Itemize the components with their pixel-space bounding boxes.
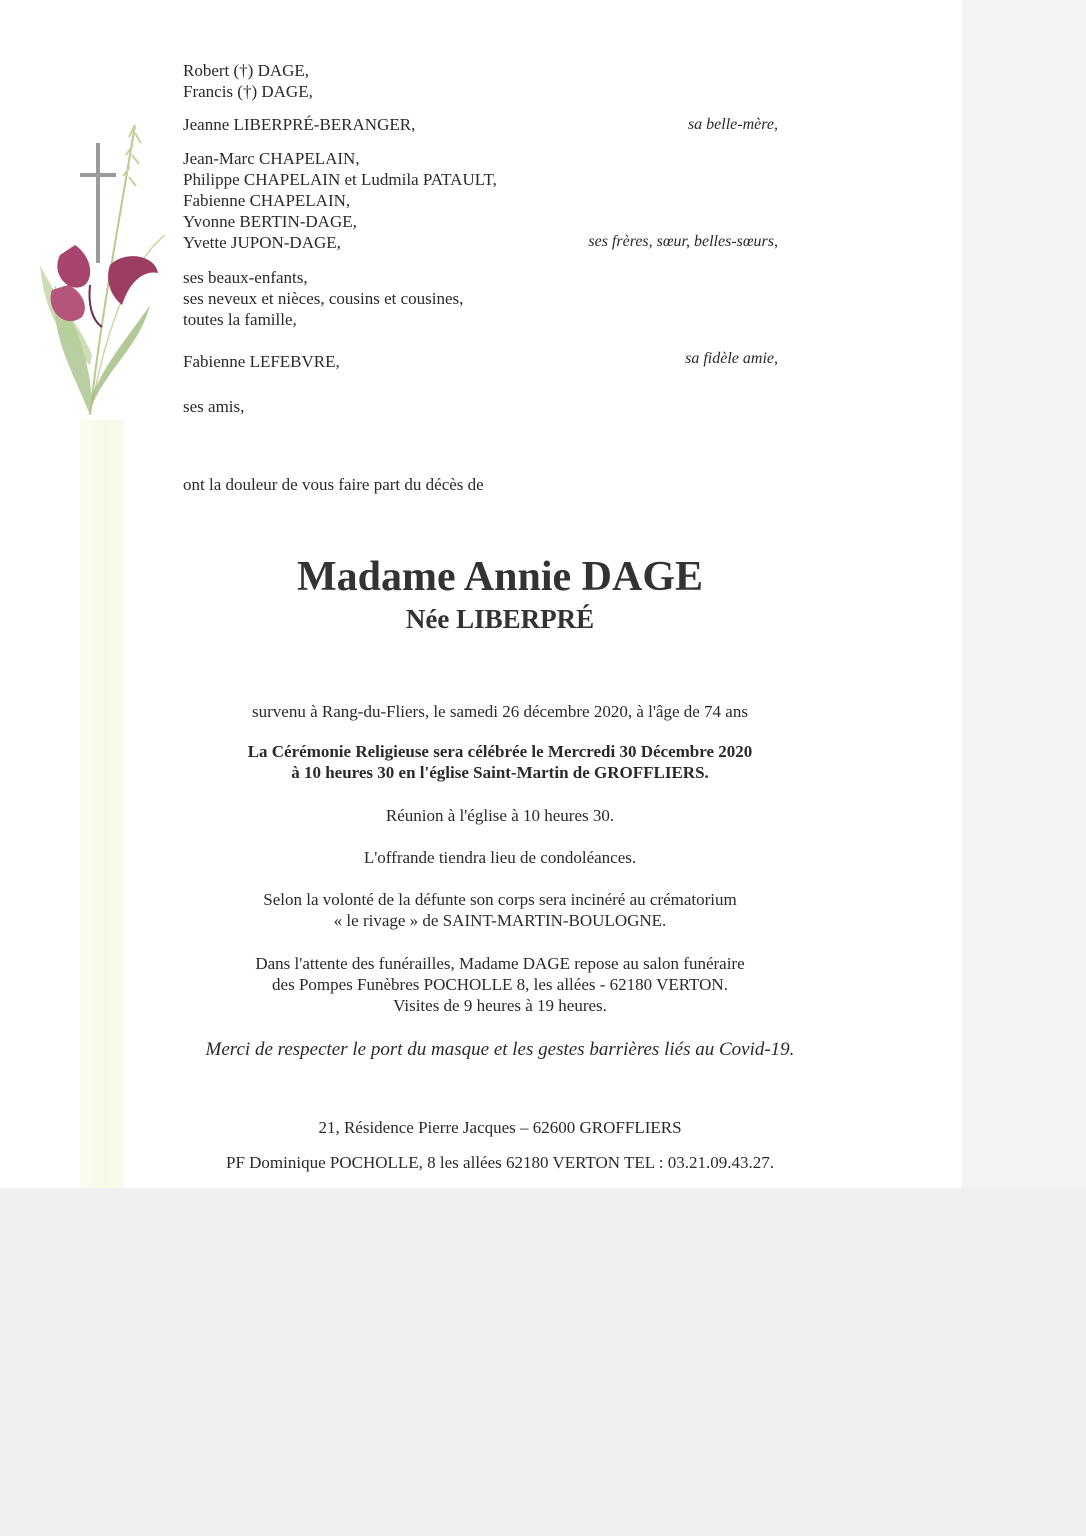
cremation-line-2: « le rivage » de SAINT-MARTIN-BOULOGNE. [333, 911, 667, 930]
sibling-line: Jean-Marc CHAPELAIN, [183, 149, 360, 168]
meeting-details: Réunion à l'église à 10 heures 30. [385, 806, 615, 825]
friend-role: sa fidèle amie, [685, 350, 778, 367]
friend-name: Fabienne LEFEBVRE, [183, 352, 340, 371]
ceremony-line-2: à 10 heures 30 en l'église Saint-Martin de GROFFLIERS. [291, 763, 709, 782]
mother-in-law-role: sa belle-mère, [687, 116, 778, 133]
family-line-robert: Robert (†) DAGE, [183, 61, 310, 80]
mother-in-law-name: Jeanne LIBERPRÉ-BERANGER, [183, 115, 416, 134]
cross-and-lily-icon [30, 105, 180, 425]
ceremony-line-1: La Cérémonie Religieuse sera célébrée le Mercredi 30 Décembre 2020 [247, 742, 753, 761]
offering-details: L'offrande tiendra lieu de condoléances. [363, 848, 637, 867]
relatives-line: toutes la famille, [183, 310, 297, 329]
rest-line-3: Visites de 9 heures à 19 heures. [393, 996, 607, 1015]
rest-line-2: des Pompes Funèbres POCHOLLE 8, les allées - 62180 VERTON. [272, 975, 728, 994]
friends-line: ses amis, [183, 397, 245, 416]
family-line-francis: Francis (†) DAGE, [183, 82, 313, 101]
sibling-line: Fabienne CHAPELAIN, [183, 191, 351, 210]
deceased-maiden-name: Née LIBERPRÉ [405, 604, 595, 634]
death-details: survenu à Rang-du-Fliers, le samedi 26 décembre 2020, à l'âge de 74 ans [252, 702, 748, 721]
family-address: 21, Résidence Pierre Jacques – 62600 GROFFLIERS [318, 1118, 682, 1137]
deceased-name: Madame Annie DAGE [296, 554, 703, 600]
covid-note: Merci de respecter le port du masque et les gestes barrières liés au Covid-19. [205, 1039, 795, 1060]
relatives-line: ses beaux-enfants, [183, 268, 308, 287]
scan-background [0, 1188, 1086, 1536]
sibling-line: Yvonne BERTIN-DAGE, [183, 212, 357, 231]
announcement-text: ont la douleur de vous faire part du décès de [183, 475, 484, 494]
relatives-line: ses neveux et nièces, cousins et cousines, [183, 289, 464, 308]
sibling-line: Philippe CHAPELAIN et Ludmila PATAULT, [183, 170, 497, 189]
decorative-margin-strip [80, 420, 124, 1188]
rest-line-1: Dans l'attente des funérailles, Madame DAGE repose au salon funéraire [255, 954, 745, 973]
cremation-line-1: Selon la volonté de la défunte son corps sera incinéré au crématorium [263, 890, 737, 909]
siblings-role: ses frères, sœur, belles-sœurs, [588, 233, 778, 250]
sibling-line: Yvette JUPON-DAGE, [183, 233, 341, 252]
funeral-home-contact: PF Dominique POCHOLLE, 8 les allées 62180 VERTON TEL : 03.21.09.43.27. [225, 1153, 774, 1172]
